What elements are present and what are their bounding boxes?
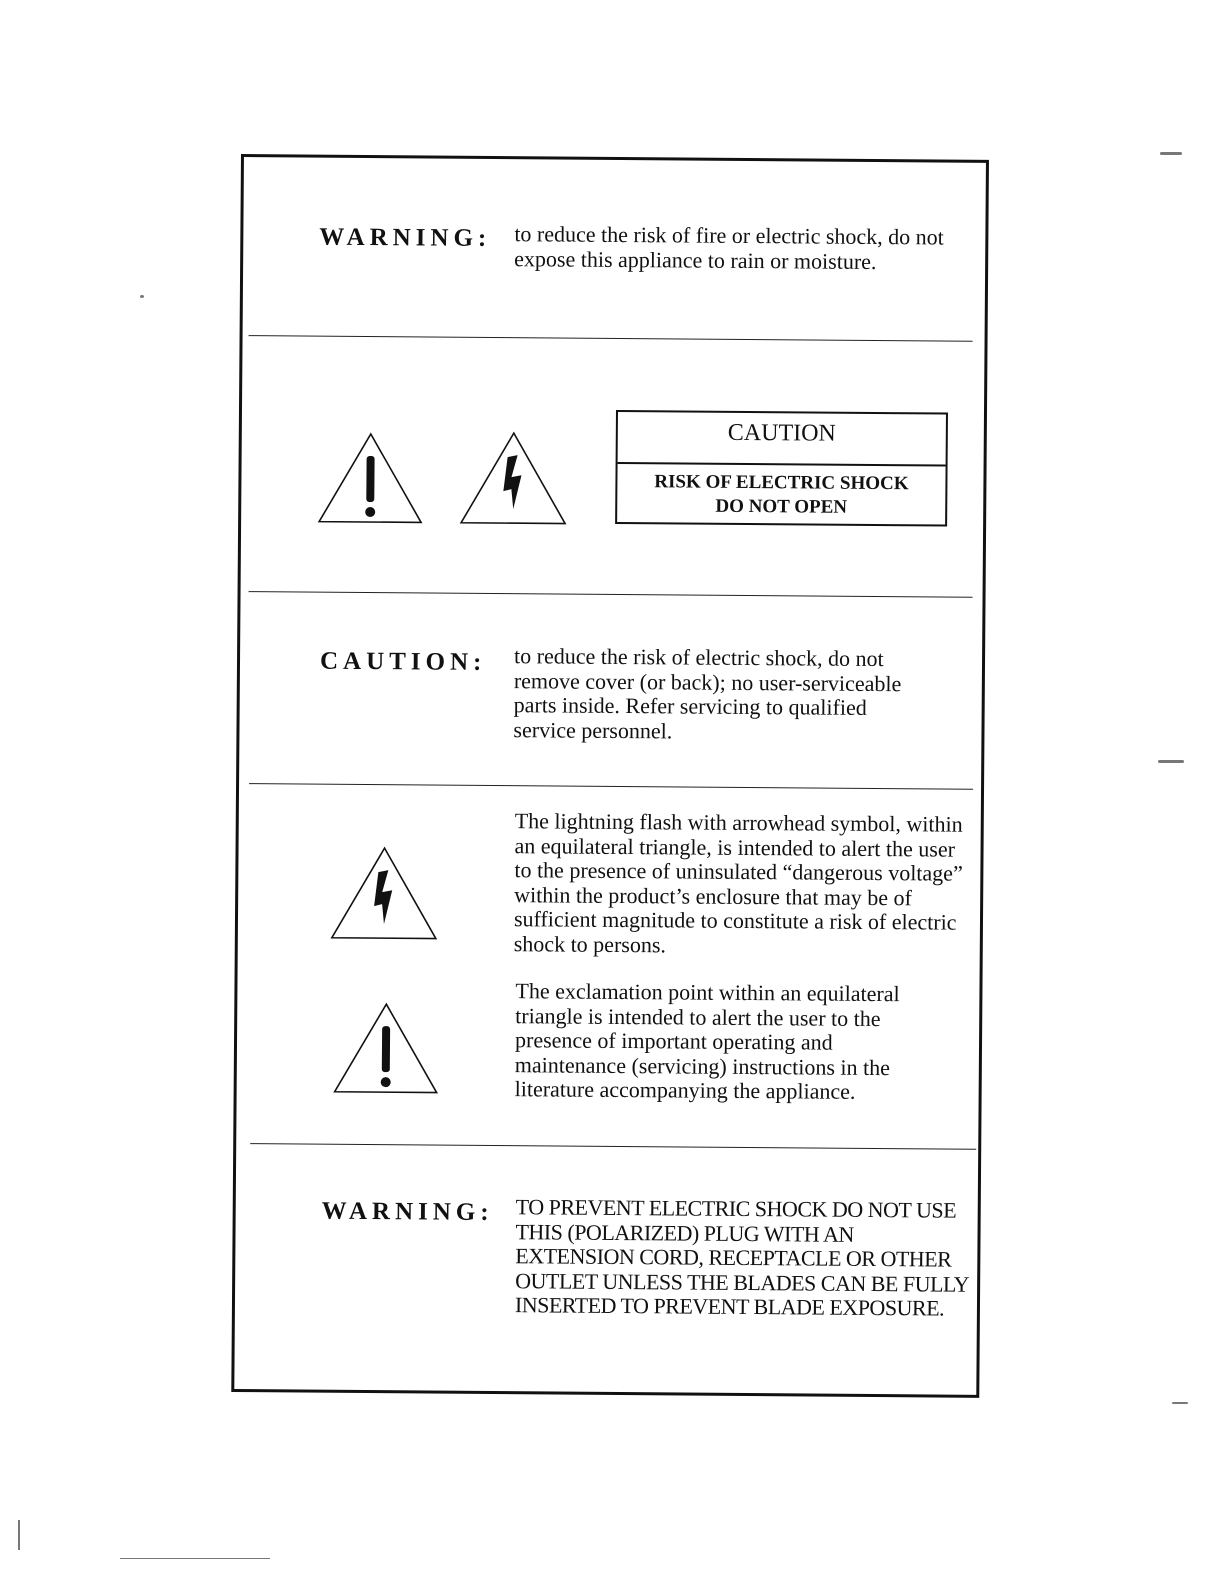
section-divider: [250, 1143, 976, 1150]
warning-label: WARNING:: [319, 223, 492, 252]
caution-label: CAUTION:: [319, 647, 487, 676]
exclamation-symbol-explanation: The exclamation point within an equilateral triangle is intended to alert the user to the presence of important operating and maintenance (servicing) instructions in the literature accompanying the appliance.: [514, 978, 900, 1104]
scan-speck: [18, 1520, 20, 1550]
safety-notice-frame: [231, 154, 989, 1398]
caution-box-line1: RISK OF ELECTRIC SHOCK: [654, 471, 909, 495]
section-divider: [249, 783, 973, 790]
caution-box-body: [617, 464, 945, 521]
scan-speck: [1158, 760, 1184, 763]
caution-text: to reduce the risk of electric shock, do not remove cover (or back); no user-serviceable parts inside. Refer servicing to qualified service personnel.: [513, 643, 902, 743]
warning-plug-text: TO PREVENT ELECTRIC SHOCK DO NOT USE THIS (POLARIZED) PLUG WITH AN EXTENSION CORD, RECEPTACLE OR OTHER OUTLET UNLESS THE BLADES CAN BE FULLY INSERTED TO PREVENT BLADE EXPOSURE.: [514, 1194, 969, 1321]
lightning-triangle-icon: [328, 844, 441, 943]
scan-speck: [120, 1558, 270, 1559]
caution-shock-box: [615, 410, 948, 527]
warning-plug-label: WARNING:: [321, 1197, 494, 1227]
lightning-symbol-explanation: The lightning flash with arrowhead symbol, within an equilateral triangle, is intended to alert the user to the presence of uninsulated “dangerous voltage” within the product’s enclosure that may be of sufficient magnitude to constitute a risk of electric shock to persons.: [513, 808, 963, 957]
scan-speck: [1172, 1402, 1188, 1404]
warning-text: to reduce the risk of fire or electric shock, do not expose this appliance to rain or moisture.: [514, 221, 944, 274]
scan-speck: [140, 295, 144, 298]
lightning-triangle-icon: [457, 429, 570, 528]
caution-box-title: CAUTION: [618, 412, 946, 467]
section-divider: [249, 335, 973, 342]
exclamation-triangle-icon: [315, 430, 426, 527]
section-divider: [249, 591, 973, 598]
caution-box-line2: DO NOT OPEN: [715, 495, 848, 518]
exclamation-triangle-icon: [331, 1000, 442, 1097]
scan-speck: [1160, 152, 1182, 155]
